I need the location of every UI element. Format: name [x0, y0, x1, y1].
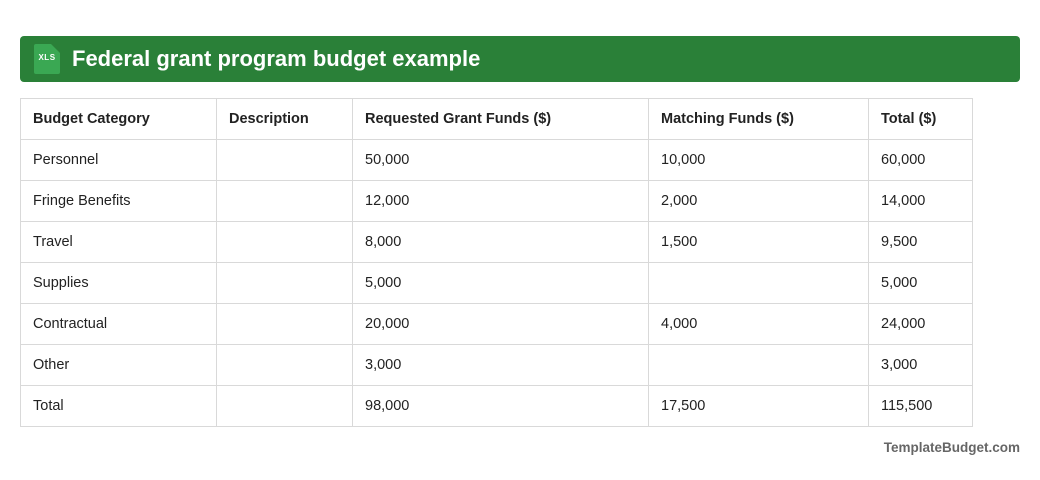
xls-file-icon-label: XLS [38, 53, 56, 62]
cell-matching: 10,000 [649, 140, 869, 181]
column-header-matching-funds: Matching Funds ($) [649, 99, 869, 140]
column-header-total: Total ($) [869, 99, 973, 140]
cell-requested: 3,000 [353, 345, 649, 386]
cell-total: 5,000 [869, 263, 973, 304]
cell-total: 24,000 [869, 304, 973, 345]
cell-category: Fringe Benefits [21, 181, 217, 222]
watermark: TemplateBudget.com [883, 440, 1020, 455]
cell-matching: 2,000 [649, 181, 869, 222]
cell-description [217, 386, 353, 427]
cell-category: Travel [21, 222, 217, 263]
cell-category: Personnel [21, 140, 217, 181]
cell-requested: 5,000 [353, 263, 649, 304]
table-row [21, 181, 973, 222]
cell-total: 3,000 [869, 345, 973, 386]
table-row [21, 304, 973, 345]
budget-table [20, 98, 973, 427]
cell-matching: 4,000 [649, 304, 869, 345]
cell-total: 14,000 [869, 181, 973, 222]
cell-description [217, 222, 353, 263]
table-row [21, 263, 973, 304]
cell-requested: 98,000 [353, 386, 649, 427]
cell-category: Supplies [21, 263, 217, 304]
cell-matching [649, 345, 869, 386]
cell-requested: 50,000 [353, 140, 649, 181]
cell-total: 115,500 [869, 386, 973, 427]
page-title: Federal grant program budget example [72, 46, 481, 71]
table-row [21, 140, 973, 181]
table-row [21, 345, 973, 386]
cell-description [217, 181, 353, 222]
document-title-bar [20, 36, 1020, 82]
table-row-total [21, 386, 973, 427]
cell-description [217, 140, 353, 181]
column-header-description: Description [217, 99, 353, 140]
cell-description [217, 263, 353, 304]
cell-requested: 8,000 [353, 222, 649, 263]
cell-description [217, 304, 353, 345]
cell-category: Total [21, 386, 217, 427]
table-row [21, 222, 973, 263]
cell-matching: 1,500 [649, 222, 869, 263]
cell-requested: 20,000 [353, 304, 649, 345]
cell-total: 9,500 [869, 222, 973, 263]
cell-matching: 17,500 [649, 386, 869, 427]
cell-requested: 12,000 [353, 181, 649, 222]
cell-category: Contractual [21, 304, 217, 345]
column-header-requested-grant-funds: Requested Grant Funds ($) [353, 99, 649, 140]
cell-category: Other [21, 345, 217, 386]
column-header-budget-category: Budget Category [21, 99, 217, 140]
cell-matching [649, 263, 869, 304]
table-header-row [21, 99, 973, 140]
cell-total: 60,000 [869, 140, 973, 181]
xls-file-icon [34, 44, 60, 74]
cell-description [217, 345, 353, 386]
